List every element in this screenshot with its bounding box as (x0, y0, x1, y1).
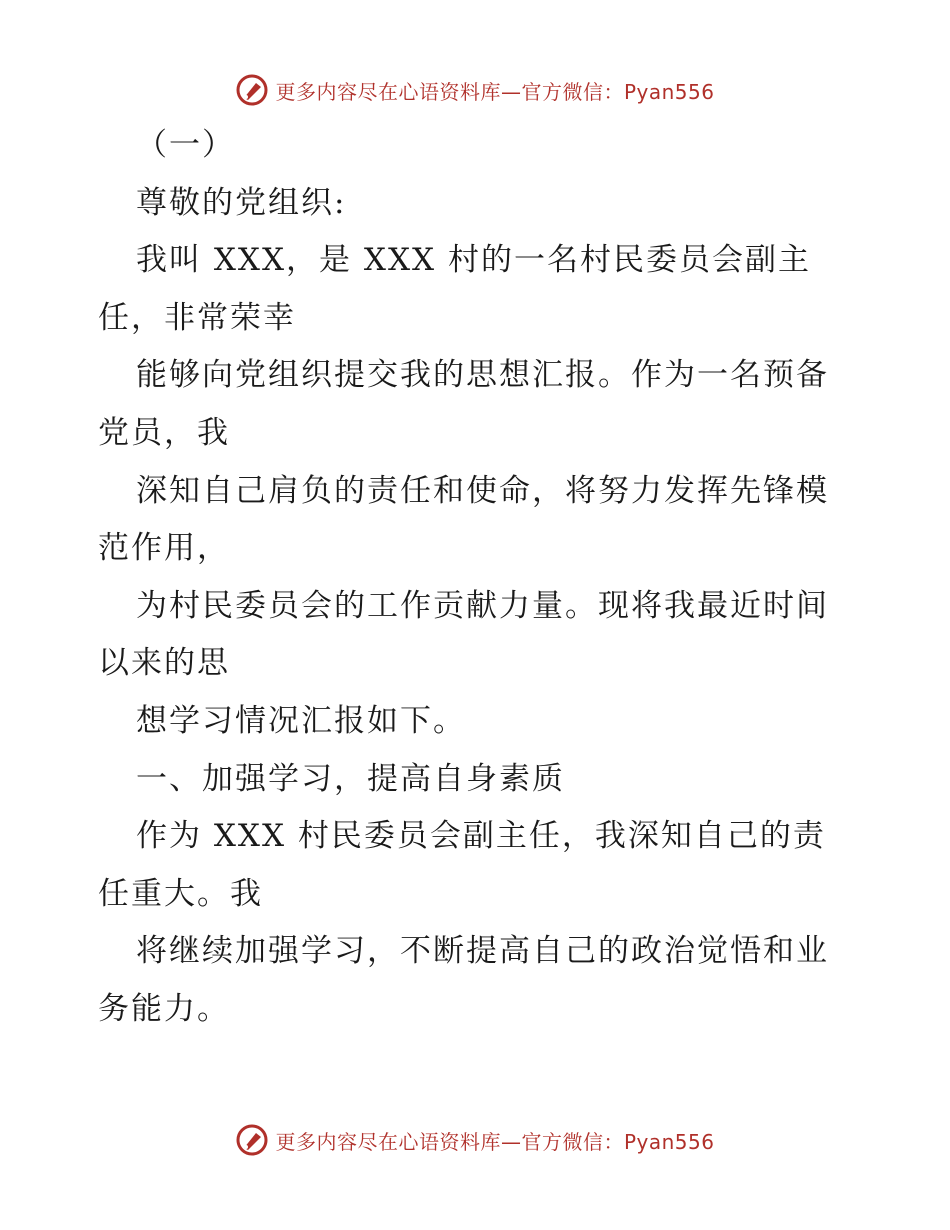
text-line: 想学习情况汇报如下。 (136, 702, 466, 739)
text-line: 任，非常荣幸 (98, 299, 296, 336)
pen-nib-icon (235, 1123, 269, 1157)
text-line: 我叫 XXX，是 XXX 村的一名村民委员会副主 (136, 242, 811, 279)
document-body (98, 117, 858, 1039)
text-line: 深知自己肩负的责任和使命，将努力发挥先锋模 (136, 472, 829, 509)
text-line: 一、加强学习，提高自身素质 (136, 760, 565, 797)
pen-nib-icon (235, 73, 269, 107)
header-banner-text: 更多内容尽在心语资料库—官方微信：Pyan556 (275, 79, 715, 104)
text-line: 能够向党组织提交我的思想汇报。作为一名预备 (136, 357, 829, 394)
text-line: （一） (136, 127, 235, 163)
text-line: 以来的思 (98, 645, 230, 682)
text-line: 尊敬的党组织: (136, 184, 347, 221)
text-line: 党员，我 (98, 414, 230, 451)
text-line: 作为 XXX 村民委员会副主任，我深知自己的责 (136, 818, 826, 855)
text-line: 为村民委员会的工作贡献力量。现将我最近时间 (136, 587, 829, 624)
footer-banner-text: 更多内容尽在心语资料库—官方微信：Pyan556 (275, 1129, 715, 1154)
header-banner (0, 70, 950, 110)
text-line: 务能力。 (98, 990, 230, 1027)
footer-banner (0, 1120, 950, 1160)
text-line: 将继续加强学习，不断提高自己的政治觉悟和业 (136, 933, 829, 970)
text-line: 任重大。我 (98, 875, 263, 912)
text-line: 范作用， (98, 530, 230, 567)
